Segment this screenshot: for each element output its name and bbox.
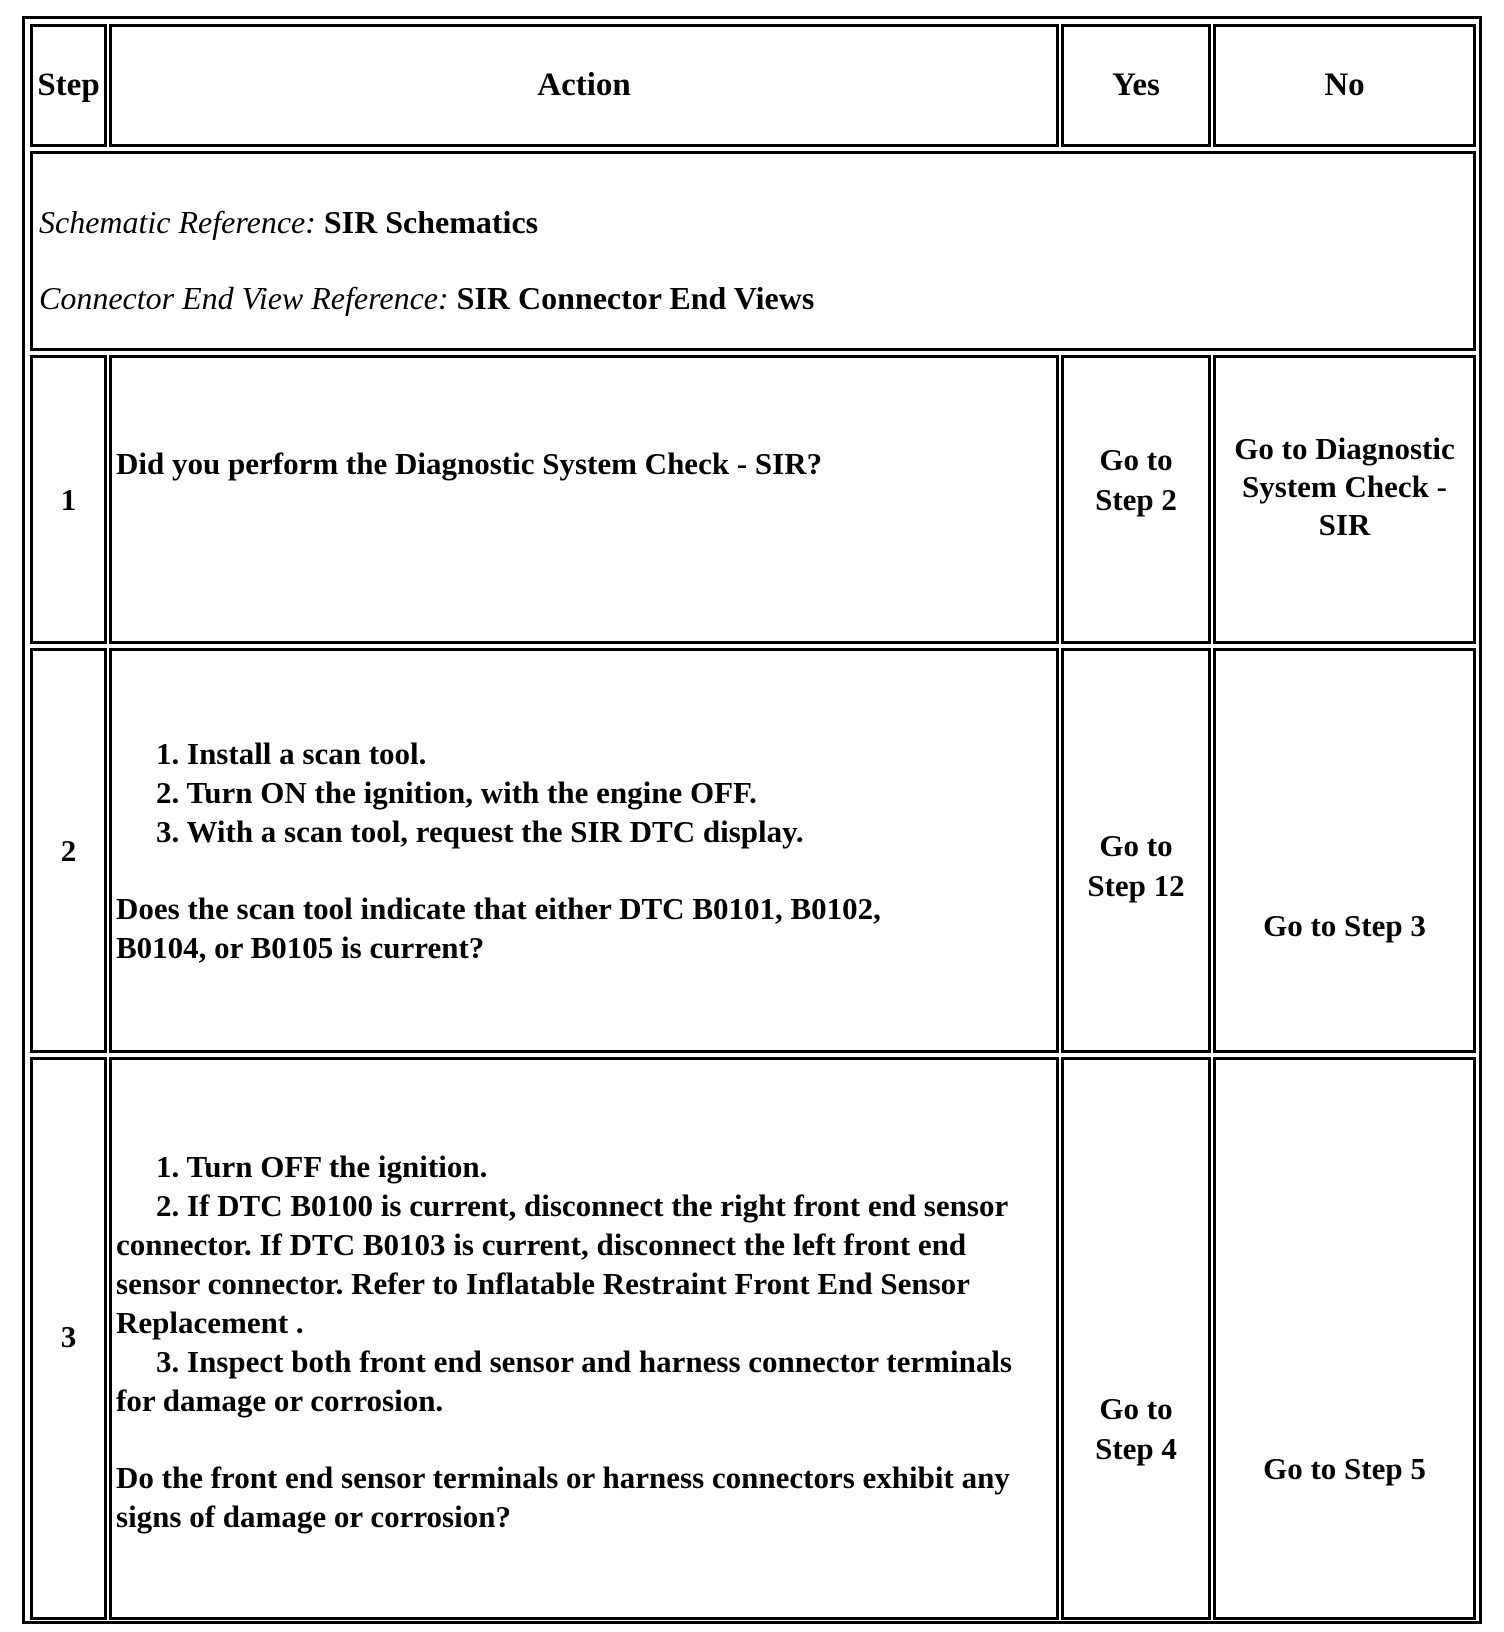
- step-1-yes-link[interactable]: Go to Step 2: [1095, 441, 1177, 517]
- step-2-yes: [1061, 648, 1211, 1053]
- step-3-no-link[interactable]: Go to Step 5: [1263, 1450, 1426, 1486]
- step-2-action: [109, 648, 1059, 1053]
- schematic-reference-link[interactable]: SIR Schematics: [323, 204, 539, 240]
- step-1-no-link[interactable]: Go to Diagnostic System Check - SIR: [1234, 430, 1455, 542]
- step-2-item-1: 1. Install a scan tool.: [156, 736, 427, 771]
- schematic-reference: [39, 201, 538, 243]
- connector-reference: [39, 277, 814, 319]
- connector-reference-link[interactable]: SIR Connector End Views: [456, 280, 815, 316]
- header-no-label: No: [1324, 67, 1365, 103]
- header-yes: [1061, 24, 1211, 147]
- step-3-yes: [1061, 1057, 1211, 1620]
- step-3-item-1: 1. Turn OFF the ignition.: [156, 1149, 488, 1184]
- step-3-item-3: 3. Inspect both front end sensor and harness connector terminals for damage or corrosion.: [116, 1344, 1012, 1418]
- step-3-no: [1213, 1057, 1476, 1620]
- header-yes-label: Yes: [1112, 67, 1160, 103]
- schematic-reference-label: Schematic Reference:: [39, 204, 316, 240]
- step-1-no: [1213, 355, 1476, 644]
- step-1-action: [109, 355, 1059, 644]
- step-1-question: Did you perform the Diagnostic System Check - SIR?: [116, 446, 823, 481]
- header-no: [1213, 24, 1476, 147]
- connector-reference-label: Connector End View Reference:: [39, 280, 449, 316]
- step-3-number: [30, 1057, 107, 1620]
- step-3-action: [109, 1057, 1059, 1620]
- step-2-yes-link[interactable]: Go to Step 12: [1087, 827, 1185, 903]
- step-2-number: [30, 648, 107, 1053]
- step-3-question: Do the front end sensor terminals or harness connectors exhibit any signs of damage or corrosion?: [116, 1460, 1010, 1534]
- header-step-label: Step: [37, 67, 100, 103]
- step-number: 2: [60, 832, 77, 868]
- step-number: 3: [60, 1318, 77, 1354]
- step-3-item-2: 2. If DTC B0100 is current, disconnect the right front end sensor connector. If DTC B0103 is current, disconnect the left front end sensor connector. Refer to Inflatable Restraint Front End Sensor Replacement .: [116, 1188, 1008, 1340]
- step-2-no: [1213, 648, 1476, 1053]
- step-number: 1: [60, 481, 77, 517]
- header-step: [30, 24, 107, 147]
- step-2-item-2: 2. Turn ON the ignition, with the engine OFF.: [156, 775, 757, 810]
- step-2-question: Does the scan tool indicate that either DTC B0101, B0102, B0104, or B0105 is current?: [116, 891, 881, 965]
- reference-row: [30, 151, 1476, 351]
- step-1-number: [30, 355, 107, 644]
- step-2-no-link[interactable]: Go to Step 3: [1263, 907, 1426, 943]
- step-2-item-3: 3. With a scan tool, request the SIR DTC display.: [156, 814, 804, 849]
- header-action-label: Action: [537, 67, 631, 103]
- header-action: [109, 24, 1059, 147]
- step-1-yes: [1061, 355, 1211, 644]
- step-3-yes-link[interactable]: Go to Step 4: [1095, 1390, 1177, 1466]
